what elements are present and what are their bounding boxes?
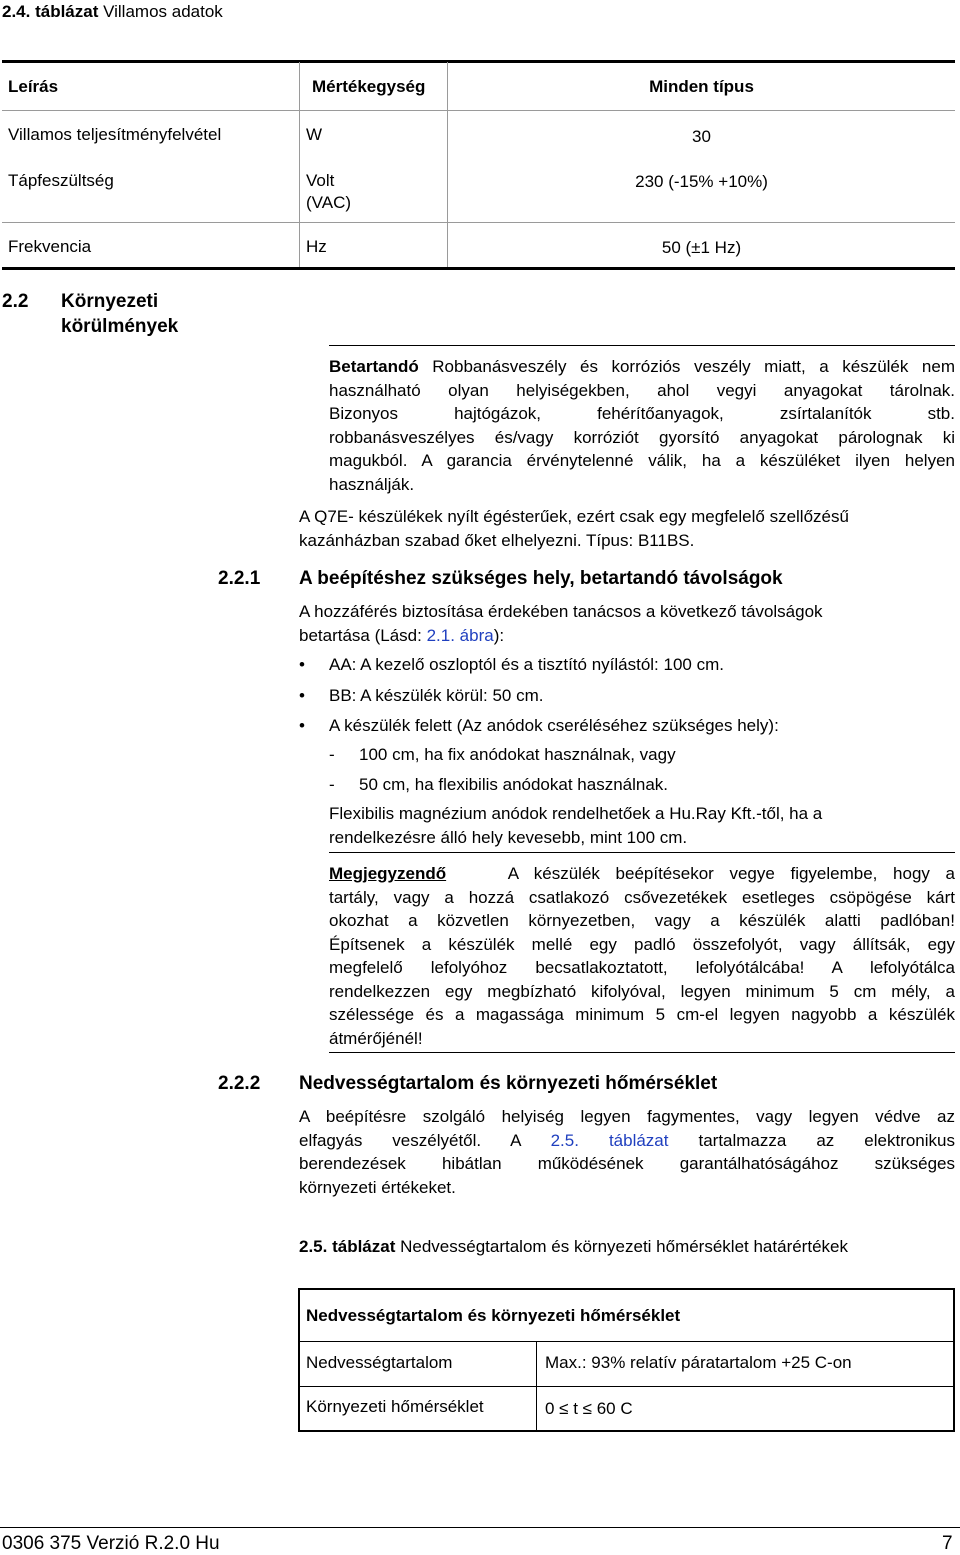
table25-header-rule [300, 1341, 953, 1342]
section22-paragraph [299, 505, 955, 552]
section22-note-line6: használják. [329, 474, 415, 494]
section221-note-line8: átmérőjénél! [329, 1028, 423, 1048]
table24-header-rule [2, 110, 955, 111]
section22-para-line1: A Q7E- készülékek nyílt égésterűek, ezért csak egy megfelelő szellőzésű [299, 507, 849, 526]
footer-rule [0, 1527, 960, 1528]
flex-line1: Flexibilis magnézium anódok rendelhetőek a Hu.Ray Kft.-től, ha a [329, 804, 823, 823]
table24-row-rule [2, 222, 955, 223]
table24-row2-unit-line1: Volt [306, 171, 335, 190]
table24-caption [2, 2, 223, 22]
bullet-icon: • [299, 686, 305, 705]
table24-row3-value: 50 (±1 Hz) [661, 238, 742, 257]
section221-note-line4: Építsenek a készülék mellé egy padló összefolyót, vagy állítsák, egy [329, 934, 955, 954]
table25-row2-value: 0 ≤ t ≤ 60 C [545, 1399, 633, 1418]
bullet-item-2: BB: A készülék körül: 50 cm. [329, 686, 544, 705]
table25-header: Nedvességtartalom és környezeti hőmérséklet [306, 1306, 681, 1325]
table24-row2-unit-line2: (VAC) [306, 193, 352, 212]
table24-row2-desc: Tápfeszültség [8, 171, 114, 190]
section22-para-line2: kazánházban szabad őket elhelyezni. Típus: B11BS. [299, 530, 695, 550]
table24-bottom-rule [2, 267, 955, 270]
section222-para-line2 [299, 1129, 955, 1153]
section22-note-line5: magukból. A garancia érvénytelenné válik, ha a készüléket ilyen helyen [329, 451, 955, 470]
table24-caption-text: Villamos adatok [98, 2, 223, 21]
section221-note-line6: rendelkezzen egy megbízható kifolyóval, legyen minimum 5 cm mély, a [329, 981, 955, 1001]
table24-header-description: Leírás [8, 77, 59, 96]
table24-header-unit: Mértékegység [312, 77, 426, 96]
section221-intro-line2 [299, 624, 955, 648]
section221-note-line3: okozhat a közvetlen környezetben, vagy a készülék alatti padlóban! [329, 911, 955, 930]
section221-intro-line2-a: betartása (Lásd: [299, 625, 427, 645]
section221-note-top-rule [329, 852, 955, 853]
table25-row2-label: Környezeti hőmérséklet [306, 1397, 484, 1416]
table24-row2-value: 230 (-15% +10%) [635, 172, 768, 191]
footer-version: 0306 375 Verzió R.2.0 Hu [2, 1533, 220, 1554]
section221-number: 2.2.1 [218, 568, 261, 589]
table24-row1-desc: Villamos teljesítményfelvétel [8, 125, 222, 144]
section222-para-line3: berendezések hibátlan működésének garantálhatóságához szükséges [299, 1154, 955, 1173]
table24-row1-value: 30 [692, 127, 711, 146]
dash-marker: - [329, 745, 335, 764]
section221-intro [299, 600, 955, 647]
bullet-item-3: A készülék felett (Az anódok cseréléséhez szükséges hely): [329, 716, 779, 735]
section22-note-line1 [329, 355, 955, 379]
flex-line2: rendelkezésre álló hely kevesebb, mint 100 cm. [329, 827, 688, 847]
section222-title: Nedvességtartalom és környezeti hőmérséklet [299, 1073, 718, 1094]
section222-number: 2.2.2 [218, 1073, 261, 1094]
section22-number: 2.2 [2, 291, 29, 312]
section221-note-line5: megfelelő lefolyóhoz becsatlakoztatott, lefolyótálcába! A lefolyótálca [329, 958, 955, 977]
bullet-icon: • [299, 655, 305, 674]
table25-row-rule [300, 1386, 953, 1387]
section222-paragraph [299, 1105, 955, 1199]
section221-note-line1-text: A készülék beépítésekor vegye figyelembe, hogy a [507, 864, 955, 883]
table25-row1-label: Nedvességtartalom [306, 1353, 453, 1372]
section221-note-line2: tartály, vagy a hozzá csatlakozó csővezetékek esetleges csöpögése kárt [329, 887, 955, 907]
section222-para-line2-b: tartalmazza az elektronikus [668, 1130, 955, 1150]
section221-note-label: Megjegyzendő [329, 864, 447, 883]
section22-title-line2: körülmények [61, 316, 179, 337]
table24-caption-number: 2.4. táblázat [2, 2, 99, 21]
section222-para-line2-a: elfagyás veszélyétől. A [299, 1130, 551, 1150]
bullet-item-1: AA: A kezelő oszloptól és a tisztító nyílástól: 100 cm. [329, 655, 724, 674]
table25-caption-number: 2.5. táblázat [299, 1237, 396, 1256]
section22-note-label: Betartandó [329, 357, 419, 376]
table25-caption-text: Nedvességtartalom és környezeti hőmérséklet határértékek [395, 1237, 848, 1256]
table24-col-divider-1 [299, 62, 300, 267]
dash-item-2: 50 cm, ha flexibilis anódokat használnak. [359, 775, 669, 794]
flexible-anode-paragraph [329, 802, 955, 849]
dash-item-1: 100 cm, ha fix anódokat használnak, vagy [359, 745, 676, 764]
footer-page-number: 7 [942, 1533, 953, 1554]
dash-marker: - [329, 775, 335, 794]
bullet-icon: • [299, 716, 305, 735]
section22-title-line1: Környezeti [61, 291, 159, 312]
table24-row1-unit: W [306, 125, 323, 144]
section221-note [329, 862, 955, 1050]
section221-title: A beépítéshez szükséges hely, betartandó távolságok [299, 568, 783, 589]
table24-row3-desc: Frekvencia [8, 237, 92, 256]
table25-caption [299, 1237, 848, 1257]
section22-note-top-rule [329, 345, 955, 346]
section22-note-line3: Bizonyos hajtógázok, fehérítőanyagok, zsírtalanítók stb. [329, 404, 955, 423]
table24-row3-unit: Hz [306, 237, 327, 256]
section222-para-line4: környezeti értékeket. [299, 1177, 456, 1197]
section221-note-line1 [329, 862, 955, 886]
section22-note-line2: használható olyan helyiségekben, ahol vegyi anyagokat tárolnak. [329, 380, 955, 400]
table25-col-divider [536, 1342, 537, 1430]
section22-note-line4: robbanásveszélyes és/vagy korróziót gyorsító anyagokat párolognak ki [329, 427, 955, 447]
table24-top-rule [2, 60, 955, 63]
section221-note-line7: szélessége és a magassága minimum 5 cm-el legyen nagyobb a készülék [329, 1005, 955, 1024]
section221-intro-line1: A hozzáférés biztosítása érdekében tanácsos a következő távolságok [299, 602, 823, 621]
section221-intro-line2-b: ): [493, 625, 505, 645]
table25-row1-value: Max.: 93% relatív páratartalom +25 C-on [545, 1353, 852, 1372]
section22-note [329, 355, 955, 496]
table-2-5-link[interactable]: 2.5. táblázat [550, 1130, 669, 1150]
section22-note-line1-text: Robbanásveszély és korróziós veszély miatt, a készülék nem [432, 357, 955, 376]
section221-note-bottom-rule [329, 1052, 955, 1053]
table24-header-all-types: Minden típus [649, 77, 754, 96]
section222-para-line1: A beépítésre szolgáló helyiség legyen fagymentes, vagy legyen védve az [299, 1107, 955, 1126]
figure-2-1-link[interactable]: 2.1. ábra [426, 625, 494, 645]
